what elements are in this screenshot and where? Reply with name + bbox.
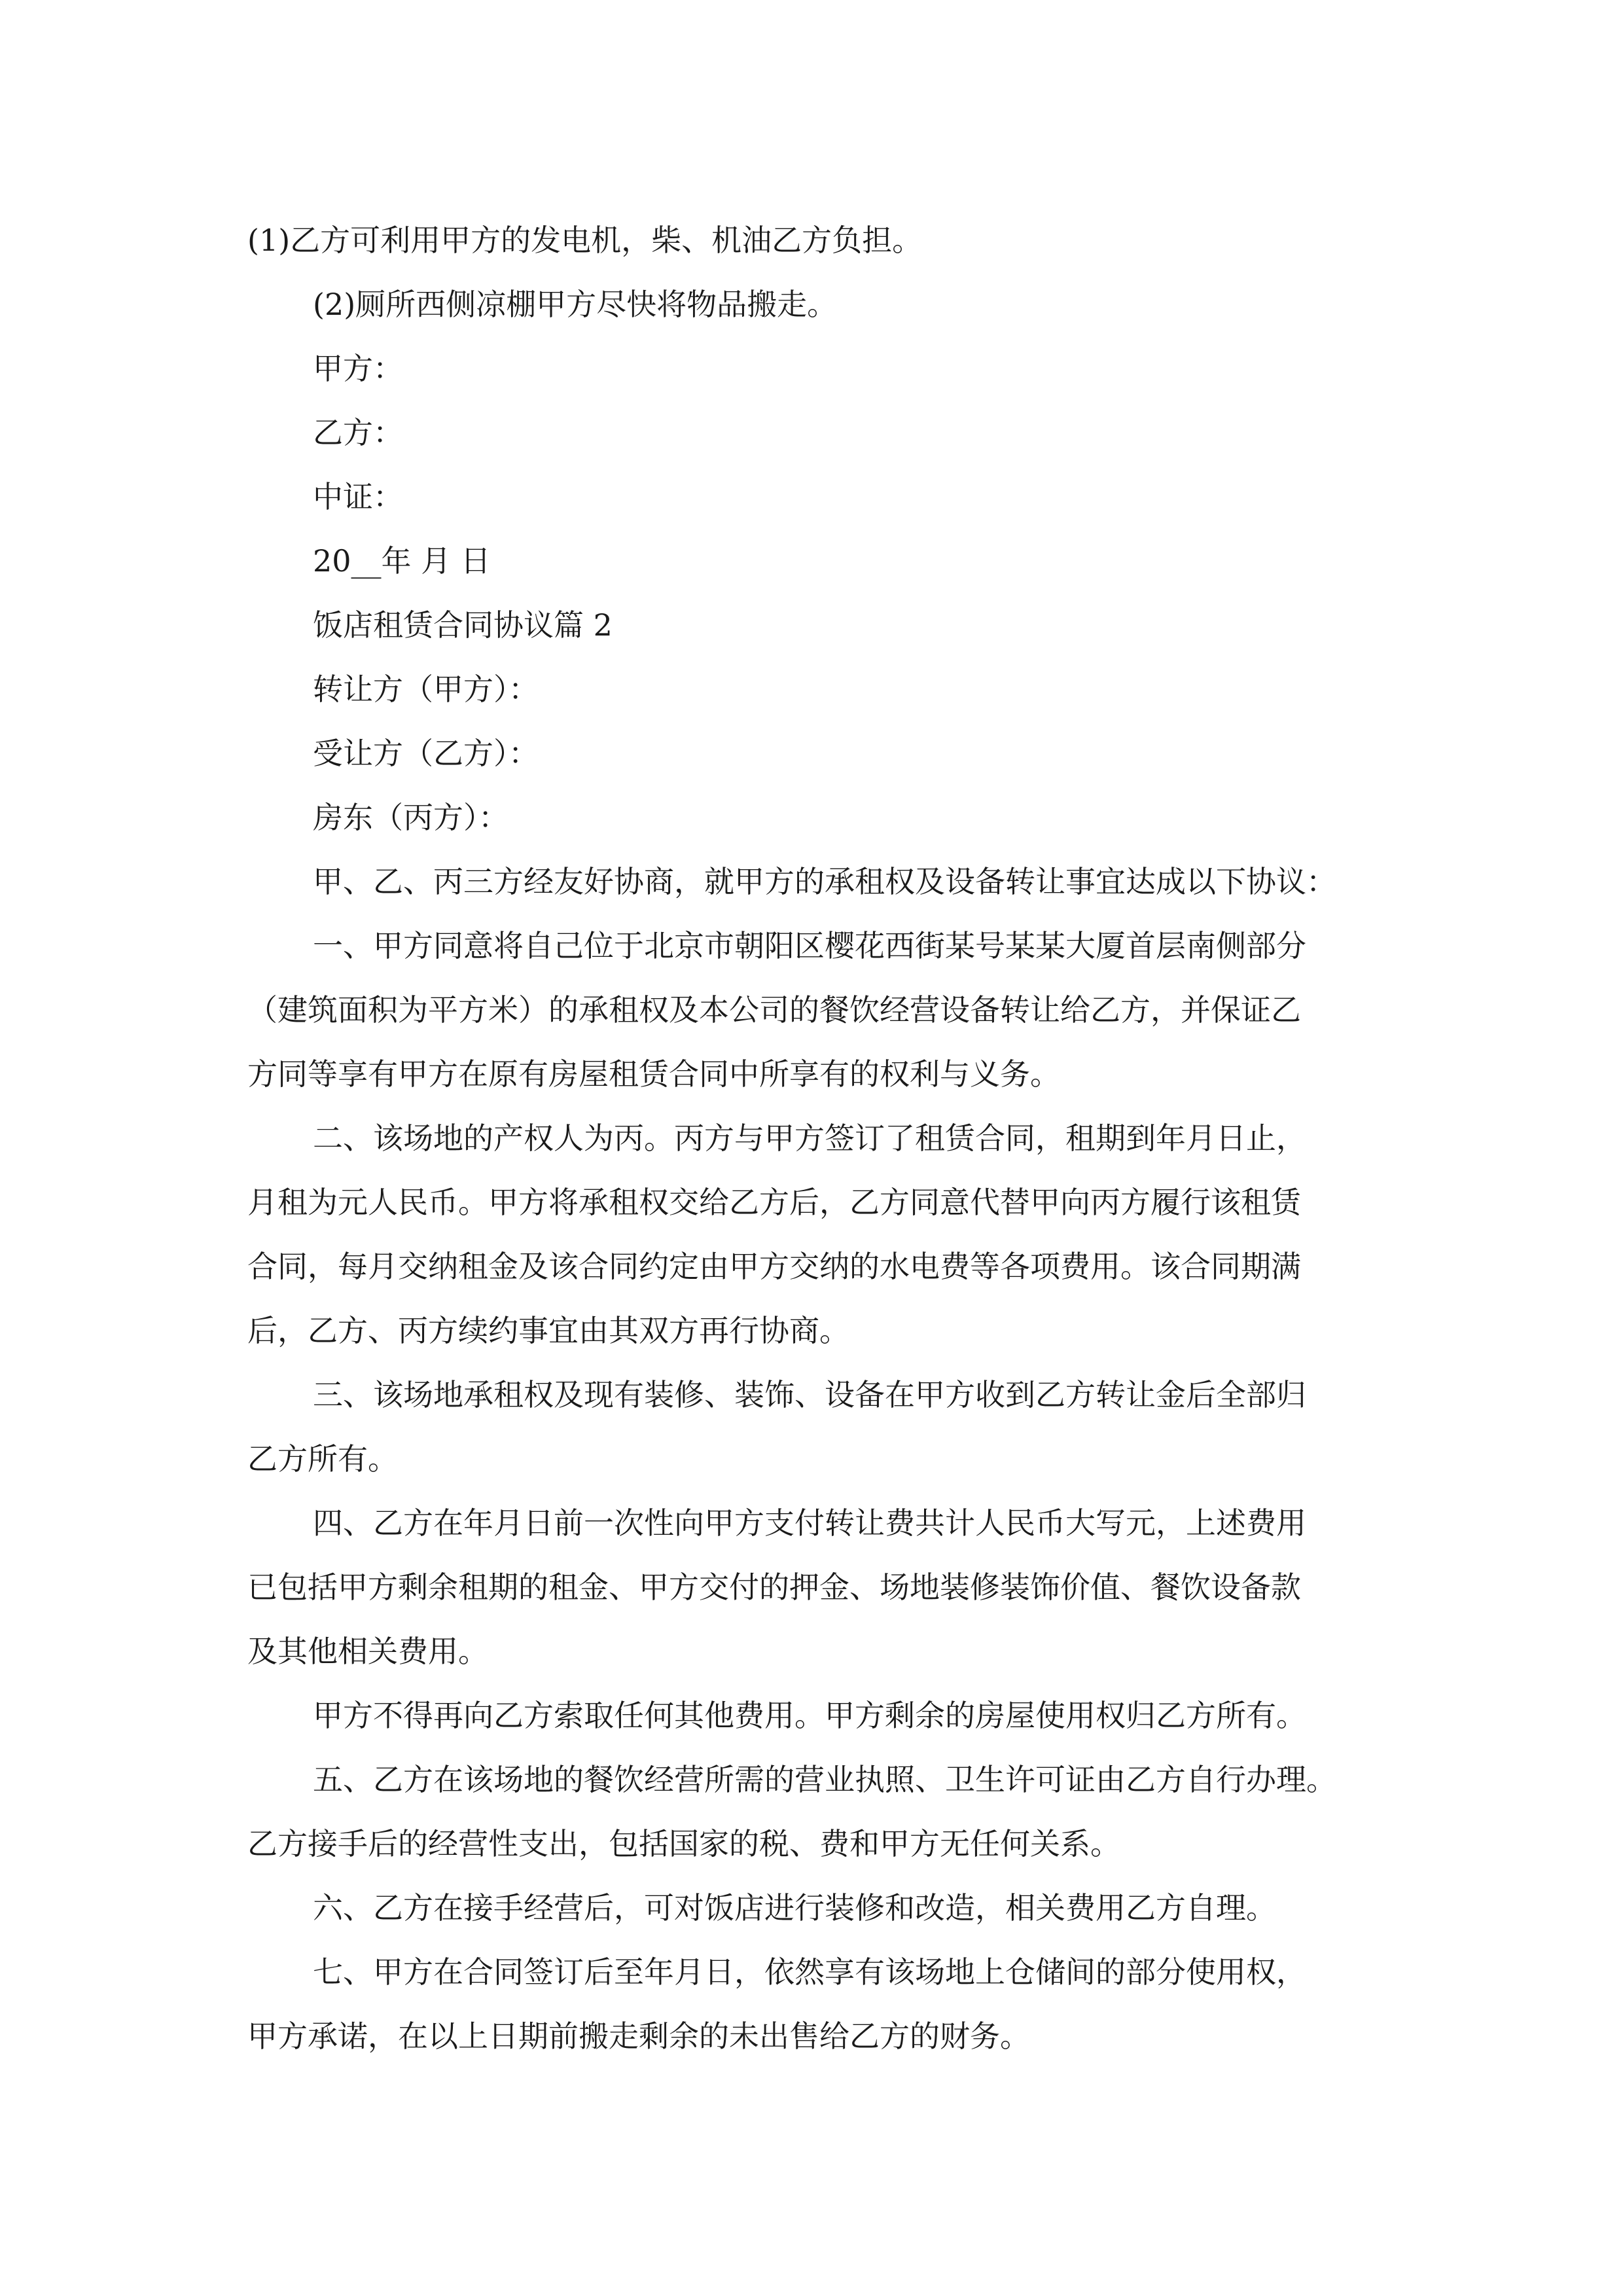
document-body <box>247 208 1380 2068</box>
text-line: 四、乙方在年月日前一次性向甲方支付转让费共计人民币大写元，上述费用 <box>313 1505 1306 1541</box>
date-line: 20__年 月 日 <box>313 543 491 579</box>
text-line: 甲、乙、丙三方经友好协商，就甲方的承租权及设备转让事宜达成以下协议： <box>313 864 1336 899</box>
text-line: 一、甲方同意将自己位于北京市朝阳区樱花西街某号某某大厦首层南侧部分 <box>313 928 1306 963</box>
party-a-signature-label: 甲方： <box>313 351 403 386</box>
text-line: 后，乙方、丙方续约事宜由其双方再行协商。 <box>247 1313 849 1348</box>
text-line: 方同等享有甲方在原有房屋租赁合同中所享有的权利与义务。 <box>247 1056 1060 1092</box>
text-line: 月租为元人民币。甲方将承租权交给乙方后，乙方同意代替甲向丙方履行该租赁 <box>247 1185 1301 1220</box>
witness-signature-label: 中证： <box>313 479 403 514</box>
landlord-label: 房东（丙方）： <box>313 800 508 835</box>
text-line: 五、乙方在该场地的餐饮经营所需的营业执照、卫生许可证由乙方自行办理。 <box>313 1762 1336 1797</box>
section-heading: 饭店租赁合同协议篇 2 <box>313 607 613 643</box>
party-b-signature-label: 乙方： <box>313 415 403 450</box>
text-line: 乙方所有。 <box>247 1441 398 1477</box>
text-line: 及其他相关费用。 <box>247 1634 488 1669</box>
text-line: 合同，每月交纳租金及该合同约定由甲方交纳的水电费等各项费用。该合同期满 <box>247 1249 1301 1284</box>
text-line: (2)厕所西侧凉棚甲方尽快将物品搬走。 <box>313 287 838 322</box>
text-line: 甲方不得再向乙方索取任何其他费用。甲方剩余的房屋使用权归乙方所有。 <box>313 1698 1306 1733</box>
text-line: 七、甲方在合同签订后至年月日，依然享有该场地上仓储间的部分使用权， <box>313 1954 1306 1990</box>
text-line: （建筑面积为平方米）的承租权及本公司的餐饮经营设备转让给乙方，并保证乙 <box>247 992 1301 1028</box>
text-line: 乙方接手后的经营性支出，包括国家的税、费和甲方无任何关系。 <box>247 1826 1120 1861</box>
text-line: 二、该场地的产权人为丙。丙方与甲方签订了租赁合同，租期到年月日止， <box>313 1121 1306 1156</box>
text-line: 甲方承诺，在以上日期前搬走剩余的未出售给乙方的财务。 <box>247 2018 1030 2054</box>
text-line: (1)乙方可利用甲方的发电机，柴、机油乙方负担。 <box>247 223 923 258</box>
text-line: 三、该场地承租权及现有装修、装饰、设备在甲方收到乙方转让金后全部归 <box>313 1377 1306 1412</box>
text-line: 六、乙方在接手经营后，可对饭店进行装修和改造，相关费用乙方自理。 <box>313 1890 1276 1926</box>
text-line: 已包括甲方剩余租期的租金、甲方交付的押金、场地装修装饰价值、餐饮设备款 <box>247 1570 1301 1605</box>
transferee-label: 受让方（乙方）： <box>313 736 539 771</box>
transferor-label: 转让方（甲方）： <box>313 672 539 707</box>
